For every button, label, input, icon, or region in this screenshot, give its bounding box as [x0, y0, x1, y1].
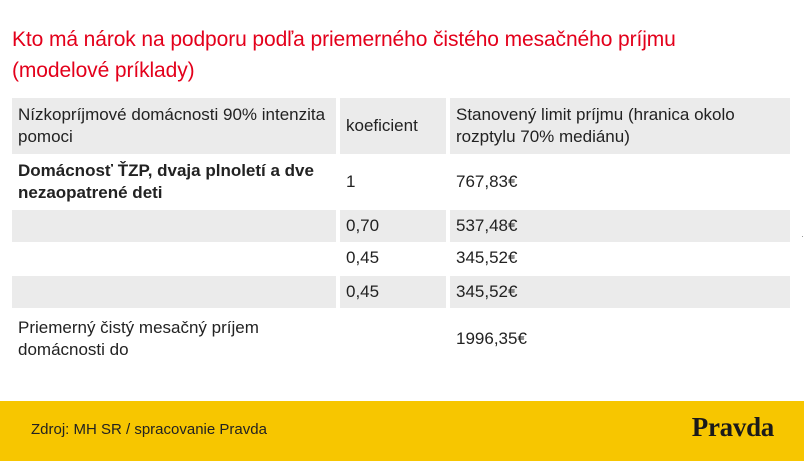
- source-credit: Zdroj: MH SR / spracovanie Pravda: [31, 421, 267, 438]
- row-limit: 537,48€: [450, 210, 790, 242]
- pravda-logo[interactable]: Pravda: [691, 412, 774, 442]
- footer-bar: [0, 401, 804, 461]
- row-limit: 345,52€: [450, 276, 790, 308]
- row-label: [12, 242, 336, 274]
- row-label: [12, 210, 336, 242]
- row-coefficient: [340, 308, 446, 370]
- table-row: [12, 276, 790, 308]
- row-coefficient: 1: [346, 172, 356, 191]
- table-header-row: [12, 98, 790, 154]
- row-coefficient: 0,45: [346, 248, 380, 267]
- row-limit: 345,52€: [456, 248, 518, 267]
- page-title: Kto má nárok na podporu podľa priemerného čistého mesačného príjmu (modelové príklady): [12, 28, 676, 82]
- table-row: [12, 210, 790, 242]
- row-coefficient: 0,45: [340, 276, 446, 308]
- data-table: [12, 98, 790, 370]
- row-limit: 767,83€: [456, 172, 518, 191]
- table-row: [12, 242, 790, 274]
- row-label: [12, 276, 336, 308]
- row-limit: 1996,35€: [456, 329, 527, 348]
- stray-pixel: [802, 236, 803, 237]
- table-row: [12, 154, 790, 210]
- row-label: Domácnosť ŤZP, dvaja plnoletí a dve nezaopatrené deti: [18, 161, 314, 202]
- row-label: Priemerný čistý mesačný príjem domácnosti do: [18, 318, 259, 359]
- header-cell-income-limit: Stanovený limit príjmu (hranica okolo rozptylu 70% mediánu): [450, 98, 790, 154]
- row-coefficient: 0,70: [340, 210, 446, 242]
- header-cell-coefficient: koeficient: [340, 98, 446, 154]
- table-row: [12, 308, 790, 370]
- header-cell-households: Nízkopríjmové domácnosti 90% intenzita pomoci: [12, 98, 336, 154]
